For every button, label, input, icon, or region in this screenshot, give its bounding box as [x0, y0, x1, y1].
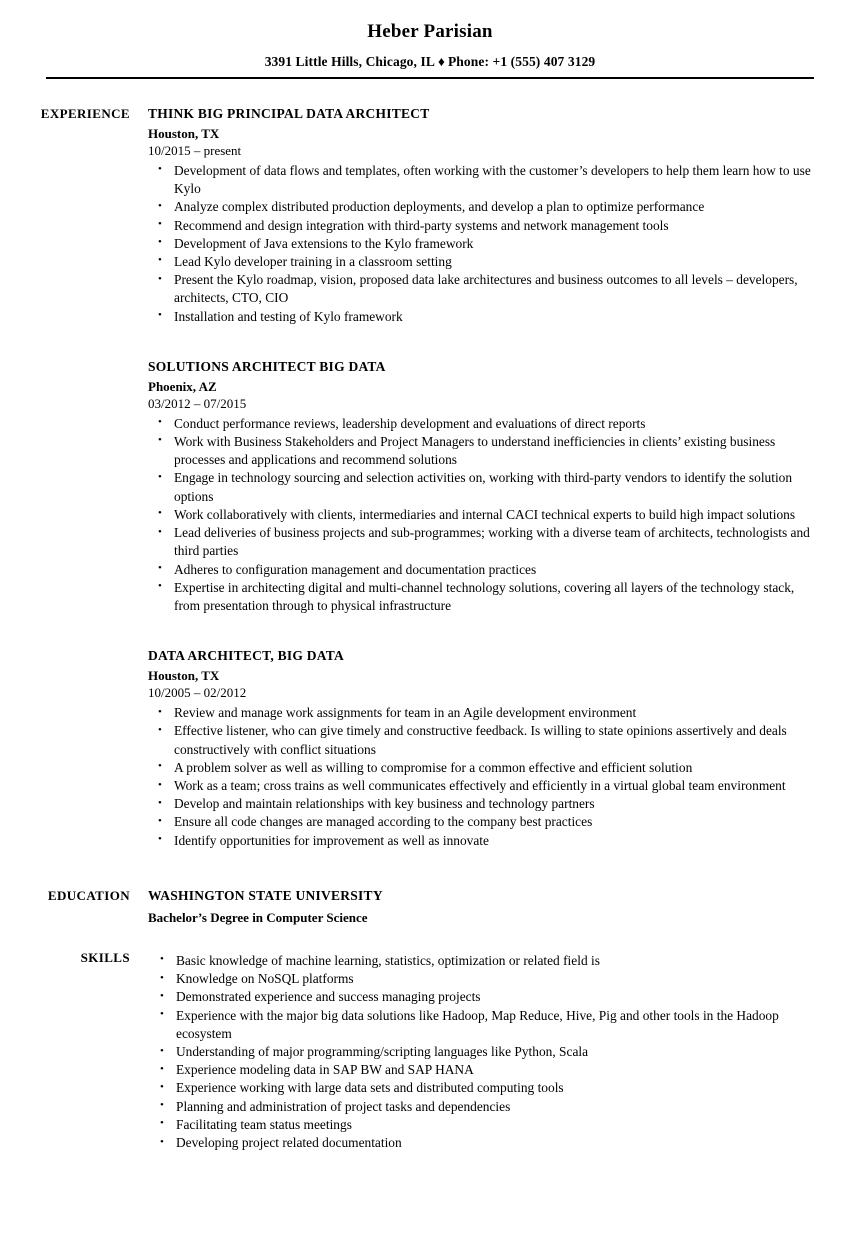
list-item: • Development of data flows and templates, often working with the customer’s developers to help them learn how to use Kylo: [148, 162, 812, 198]
job-title: DATA ARCHITECT, BIG DATA: [148, 648, 345, 664]
experience-section: [0, 106, 860, 850]
job-dates: 03/2012 – 07/2015: [148, 395, 247, 411]
list-item: • Demonstrated experience and success managing projects: [148, 988, 812, 1006]
list-item: • Identify opportunities for improvement as well as innovate: [148, 832, 812, 850]
list-item: • Adheres to configuration management and documentation practices: [148, 561, 812, 579]
contact-line: [0, 54, 860, 70]
list-item: • Engage in technology sourcing and selection activities on, working with third-party vendors to identify the solution options: [148, 469, 812, 505]
experience-entry: [148, 648, 812, 850]
list-item: • Knowledge on NoSQL platforms: [148, 970, 812, 988]
list-item: • Developing project related documentation: [148, 1134, 812, 1152]
job-responsibility-list: [148, 162, 812, 326]
list-item: • Experience with the major big data solutions like Hadoop, Map Reduce, Hive, Pig and other tools in the Hadoop ecosystem: [148, 1007, 812, 1043]
list-item: • Facilitating team status meetings: [148, 1116, 812, 1134]
list-item: • Conduct performance reviews, leadership development and evaluations of direct reports: [148, 415, 812, 433]
list-item: • Planning and administration of project tasks and dependencies: [148, 1098, 812, 1116]
skills-list: [148, 952, 812, 1152]
list-item: • Development of Java extensions to the Kylo framework: [148, 235, 812, 253]
list-item: • Effective listener, who can give timely and constructive feedback. Is willing to state opinions assertively and deals constructively with conflict situations: [148, 722, 812, 758]
list-item: • Work collaboratively with clients, intermediaries and internal CACI technical experts to build high impact solutions: [148, 506, 812, 524]
job-dates: 10/2005 – 02/2012: [148, 685, 247, 701]
list-item: • Present the Kylo roadmap, vision, proposed data lake architectures and business outcomes to all levels – developers, architects, CTO, CIO: [148, 271, 812, 307]
list-item: • Analyze complex distributed production deployments, and develop a plan to optimize performance: [148, 198, 812, 216]
list-item: • Recommend and design integration with third-party systems and network management tools: [148, 217, 812, 235]
experience-section-body: [148, 106, 860, 850]
list-item: • A problem solver as well as willing to compromise for a common effective and efficient solution: [148, 759, 812, 777]
list-item: • Work with Business Stakeholders and Project Managers to understand inefficiencies in clients’ existing business processes and applications and recommend solutions: [148, 433, 812, 469]
job-location: Houston, TX: [148, 125, 220, 141]
education-section: [0, 888, 860, 927]
list-item: • Lead deliveries of business projects and sub-programmes; working with a diverse team of architects, technologists and third parties: [148, 524, 812, 560]
experience-entry: [148, 359, 812, 615]
job-title: THINK BIG PRINCIPAL DATA ARCHITECT: [148, 105, 430, 121]
list-item: • Experience modeling data in SAP BW and SAP HANA: [148, 1061, 812, 1079]
education-school: WASHINGTON STATE UNIVERSITY: [148, 887, 383, 903]
education-entry: [148, 888, 812, 927]
list-item: • Understanding of major programming/scripting languages like Python, Scala: [148, 1043, 812, 1061]
job-location: Houston, TX: [148, 668, 220, 684]
job-dates: 10/2015 – present: [148, 142, 242, 158]
job-responsibility-list: [148, 415, 812, 615]
header-divider: [46, 77, 814, 79]
contact-address: 3391 Little Hills, Chicago, IL: [264, 53, 435, 69]
list-item: • Experience working with large data sets and distributed computing tools: [148, 1079, 812, 1097]
experience-entry: [148, 106, 812, 326]
contact-phone: Phone: +1 (555) 407 3129: [447, 53, 596, 69]
education-section-body: [148, 888, 860, 927]
skills-section-label: SKILLS: [80, 949, 130, 965]
list-item: • Develop and maintain relationships with key business and technology partners: [148, 795, 812, 813]
list-item: • Lead Kylo developer training in a classroom setting: [148, 253, 812, 271]
list-item: • Work as a team; cross trains as well communicates effectively and efficiently in a virtual global team environment: [148, 777, 812, 795]
candidate-name: Heber Parisian: [367, 21, 493, 42]
job-title: SOLUTIONS ARCHITECT BIG DATA: [148, 358, 386, 374]
list-item: • Ensure all code changes are managed according to the company best practices: [148, 813, 812, 831]
job-location: Phoenix, AZ: [148, 378, 217, 394]
experience-section-label: EXPERIENCE: [40, 105, 130, 121]
list-item: • Review and manage work assignments for team in an Agile development environment: [148, 704, 812, 722]
job-responsibility-list: [148, 704, 812, 850]
list-item: • Basic knowledge of machine learning, statistics, optimization or related field is: [148, 952, 812, 970]
resume-header: [0, 0, 860, 79]
skills-section: [0, 950, 860, 1152]
education-section-label: EDUCATION: [47, 887, 130, 903]
education-degree: Bachelor’s Degree in Computer Science: [148, 909, 368, 925]
diamond-separator-icon: ♦: [437, 53, 445, 69]
skills-section-body: [148, 950, 860, 1152]
list-item: • Installation and testing of Kylo framework: [148, 308, 812, 326]
list-item: • Expertise in architecting digital and multi-channel technology solutions, covering all layers of the technology stack, from presentation through to physical infrastructure: [148, 579, 812, 615]
